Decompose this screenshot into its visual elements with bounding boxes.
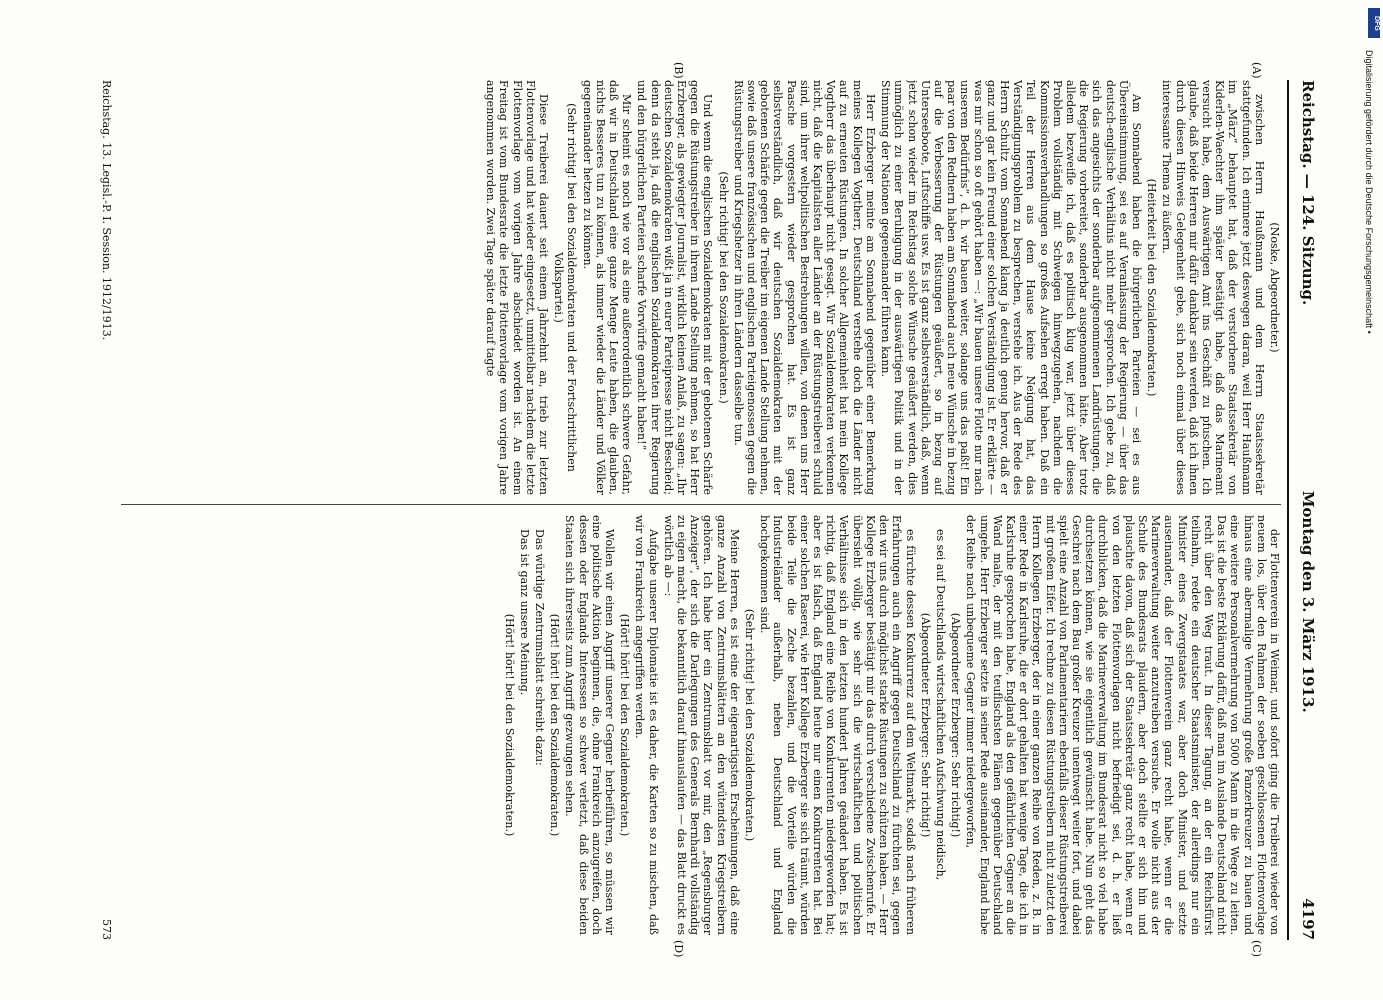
paragraph: (Heiterkeit bei den Sozialdemokraten.) bbox=[1145, 178, 1159, 397]
paragraph: der Flottenverein in Weimar, und sofort ging die Treiberei wieder von neuem los, über den Rahmen der soeben geschlossenen Flottenvorlage hinaus eine abermalige Vermehrung große Panzerkreuzer zu bauen und eine weitere Personalvermehrung von 5000 Mann in die Wege zu leiten. Das ist die beste Erklärung dafür, daß man im Auslande Deutschland nicht recht über den Weg traut. In dieser Tagung, an der ein Reichsfürst teilnahm, redete ein deutscher Staatsminister, der allerdings nur ein Minister eines Zwergstaates war, aber doch Minister, und setzte auseinander, daß der Flottenverein ganz recht habe, wenn er die Marineverwaltung weiter anzutreiben versuche. Er wolle nicht aus der Schule des Bundesrats plaudern, aber doch stellte er sich hin und plauschte davon, daß sich der Staatssekretär ganz recht habe, wenn er von den letzten Flottenvorlagen nicht befriedigt sei, d. h. er ließ durchblicken, daß die Marineverwaltung im Bundesrat nicht so viel habe durchsetzen können, wie sie eigentlich gewünscht habe. Nun geht das Geschrei nach dem Bau großer Kreuzer unentwegt weiter fort, und dabei spielt eine Anzahl von Parlamentariern ebenfalls dieser Rüstungstreiberei mit großem Eifer. Ich rechne zu diesen Rüstungstreibern nicht zuletzt den Herrn Kollegen Erzberger, der in einer ganzen Reihe von Reden, z. B. in einer Rede in Karlsruhe, die er dort gehalten hat wenige Tage, die ich in Karlsruhe gesprochen habe, England als den gefährlichen Gegner an die Wand malte, der mit den teuflischsten Plänen gegenüber Deutschland umgehe. Herr Erzberger setzte in seiner Rede auseinander, England habe der Reihe nach unbequeme Gegner immer niedergeworfen, bbox=[964, 515, 1281, 935]
column-divider bbox=[121, 504, 1281, 505]
paragraph: (Hört! hört! bei den Sozialdemokraten.) bbox=[502, 613, 516, 837]
paragraph: Wollen wir einen Angriff unserer Gegner herbeiführen, so müssen wir eine politische Aktion beginnen, die, ohne Frankreich anzugreifen, doch dessen oder Englands Interessen so schwer verletzt, daß diese beiden Staaten sich ihrerseits zum Angriff gezwungen sehen. bbox=[563, 515, 617, 935]
paragraph: (Noske, Abgeordneter.) bbox=[1268, 222, 1281, 353]
header-rule bbox=[1287, 80, 1289, 940]
footer-right: 573 bbox=[100, 919, 113, 940]
paragraph: es sei auf Deutschlands wirtschaftlichen Aufschwung neidisch, bbox=[933, 529, 947, 881]
credit-text: Digitalisierung gefördert durch die Deutsche Forschungsgemeinschaft • bbox=[1364, 50, 1374, 334]
paragraph: (Hört! hört! bei den Sozialdemokraten.) bbox=[618, 613, 632, 837]
header-left: Reichstag. — 124. Sitzung. bbox=[1299, 80, 1317, 306]
paragraph: (Sehr richtig! bei den Sozialdemokraten und der Fortschrittlichen Volkspartei.) bbox=[552, 103, 579, 472]
paragraph: Aufgabe unserer Diplomatie ist es daher, die Karten so zu mischen, daß wir von Frankreich angegriffen werden. bbox=[633, 515, 660, 935]
paragraph: (Sehr richtig! bei den Sozialdemokraten.) bbox=[716, 171, 730, 404]
paragraph: Und wenn die englischen Sozialdemokraten mit der gebotenen Schärfe gegen die Rüstungstreiber in ihrem Lande Stellung nehmen, so hat Herr Erzberger, als gewiegter Journalist, wirklich keinen Anlaß, zu sagen: „Ihr deutschen Sozialdemokraten wißt ja in eurer Parteipresse nicht Bescheid; denn da steht ja, daß die englischen Sozialdemokraten ihrer Regierung und den bürgerlichen Parteien scharfe Vorwürfe gemacht haben!“ bbox=[635, 80, 715, 495]
margin-mark-b: (B) bbox=[672, 62, 685, 79]
paragraph: Meine Herren, es ist eine der eigenartigsten Erscheinungen, daß eine ganze Anzahl von Zentrumsblättern an den wütendsten Kriegstreibern gehören. Ich habe hier ein Zentrumsblatt vor mir, den „Regensburger Anzeiger“, der sich die Darlegungen des Generals Bernhardi vollständig zu eigen macht, die bekanntlich darauf hinauslaufen — das Blatt druckt es wörtlich ab —: bbox=[661, 515, 741, 935]
running-header bbox=[1291, 80, 1325, 940]
page-footer bbox=[100, 80, 113, 940]
paragraph: (Abgeordneter Erzberger: Sehr richtig!) bbox=[949, 612, 963, 838]
paragraph: Diese Treiberei dauert seit einem Jahrzehnt an, trieb zur letzten Flottenvorlage und hat wieder eingesetzt, unmittelbar nachdem die letzte Flottenvorlage vom vorigen Jahre abschiedet worden ist. An einem Freitag ist vom Bundesrate die letzte Flottenvorlage vom vorigen Jahre angenommen worden. Zwei Tage später darauf tagte bbox=[484, 80, 551, 495]
paragraph: (Hört! hört! bei den Sozialdemokraten.) bbox=[548, 613, 562, 837]
paragraph: (Abgeordneter Erzberger: Sehr richtig!) bbox=[918, 612, 932, 838]
paragraph: Das würdige Zentrumsblatt schreibt dazu: bbox=[533, 529, 547, 766]
rotated-content bbox=[75, 60, 1325, 960]
dfg-logo: DFG bbox=[1368, 8, 1380, 38]
text-column-right bbox=[121, 515, 1281, 935]
margin-mark-c: (C) bbox=[1250, 940, 1263, 957]
paragraph: Mir scheint es noch wie vor als eine außerordentlich schwere Gefahr, daß wir in Deutschland eine ganze Menge Leute haben, die glauben, nichts Besseres tun zu können, als immer wieder die Länder und Völker gegeneinander hetzen zu können. bbox=[580, 80, 634, 495]
paragraph: Das ist ganz unsere Meinung. bbox=[517, 529, 531, 696]
paragraph: (Sehr richtig! bei den Sozialdemokraten.) bbox=[743, 608, 757, 842]
margin-mark-d: (D) bbox=[672, 940, 685, 958]
footer-left: Reichstag. 13. Legisl.-P. I. Session. 1912/1913. bbox=[100, 80, 113, 341]
paragraph: es fürchte dessen Konkurrenz auf dem Weltmarkt, sodaß nach früheren Erfahrungen auch ein Angriff gegen Deutschland zu fürchten sei, gegen den wir uns durch möglichst starke Rüstungen zu schützen haben. — Herr Kollege Erzberger bestätigt mir das durch verschiedene Zwischenrufe. Er übersieht völlig, wie sehr sich die wirtschaftlichen und politischen Verhältnisse sich in den letzten hundert Jahren geändert haben. Es ist richtig, daß England eine Reihe von Konkurrenten niedergeworfen hat; aber es ist falsch, daß England heute nur einen Konkurrenten hat. Bei einer solchen Raserei, wie Herr Kollege Erzberger sie sich träumt, würden beide Teile die Zeche bezahlen, und die Vorteile würden die Industrieländer außerhalb, neben Deutschland und England hochgekommen sind. bbox=[758, 515, 917, 935]
margin-mark-a: (A) bbox=[1250, 62, 1263, 79]
credit-sidebar bbox=[1360, 10, 1380, 1000]
header-center: Montag den 3. März 1913. bbox=[1299, 490, 1317, 713]
paragraph: Am Sonnabend haben die bürgerlichen Parteien — sei es aus Übereinstimmung, sei es auf Veranlassung der Regierung — über das deutsch-englische Verhältnis nicht mehr gesprochen. Ich gebe zu, daß sich das angesichts der sonderbar aufgenommenen Landrüstungen, die die Regierung vorbereitet, sonderbar ausgenommen hätte. Aber trotz alledem bezweifle ich, daß es politisch klug war, jetzt über dieses Problem vollständig mit Schweigen hinwegzugehen, nachdem die Kommissionsverhandlungen so großes Aufsehen erregt haben. Daß ein Teil der Herren aus dem Hause keine Neigung hat, das Verständigungsproblem zu besprechen, verstehe ich. Aus der Rede des Herrn Schultz vom Sonnabend klang ja deutlich genug hervor, daß er ganz und gar kein Freund einer solchen Verständigung ist. Er erklärte — was mir schon so oft gehört haben —: „Wir bauen unsere Flotte nur nach unserem Bedürfnis“, d. h. wir bauen weiter, solange uns das paßt! Ein paar von den Rednern haben am Sonnabend auch neue Wünsche in bezug auf die Verbesserung der Rüstungen geäußert, so in bezug auf Unterseeboote, Luftschiffe usw. Es ist ganz selbstverständlich, daß, wenn jetzt schon wieder im Reichstag solche Wünsche geäußert werden, dies unmöglich zu einer Beruhigung in der auswärtigen Politik und in der Stimmung der Nationen gegeneinander führen kann. bbox=[879, 80, 1143, 495]
paragraph: Herr Erzberger meinte am Sonnabend gegenüber einer Bemerkung meines Kollegen Vogtherr, Deutschland verstehe doch die Länder nicht auf zu erneuten Rüstungen. In solcher Allgemeinheit hat mein Kollege Vogtherr das überhaupt nicht gesagt. Wir Sozialdemokraten verkennen nicht, daß die Kapitalisten aller Länder an der Rüstungstreiberei schuld sind, um ihrer weltpolitischen Bestrebungen willen, von denen uns Herr Paasche vorgestern wieder gesprochen hat. Es ist ganz selbstverständlich, daß wir deutschen Sozialdemokraten mit der gebotenen Schärfe gegen die Treiber im eigenen Lande Stellung nehmen, sowie daß unsere französischen und englischen Parteigenossen gegen die Rüstungstreiber und Kriegshetzer in ihren Ländern dasselbe tun. bbox=[731, 80, 877, 495]
text-column-left bbox=[121, 80, 1281, 495]
paragraph: zwischen Herrn Haußmann und dem Herrn Staatssekretär stattgefunden. Ich erinnere jetzt deswegen daran, weil Herr Haußmann im „März“ behauptet hat, daß der verstorbene Staatssekretär von Kiderlen-Waechter ihm später bestätigt habe, daß das Marineamt versucht habe, dem Auswärtigen Amt ins Geschäft zu pfuschen. Ich glaube, daß beide Herren mir dafür dankbar sein werden, daß ich ihnen durch diesen Hinweis Gelegenheit gebe, sich noch einmal über dieses interessante Thema zu äußern. bbox=[1160, 80, 1266, 495]
page-number: 4197 bbox=[1299, 898, 1317, 940]
